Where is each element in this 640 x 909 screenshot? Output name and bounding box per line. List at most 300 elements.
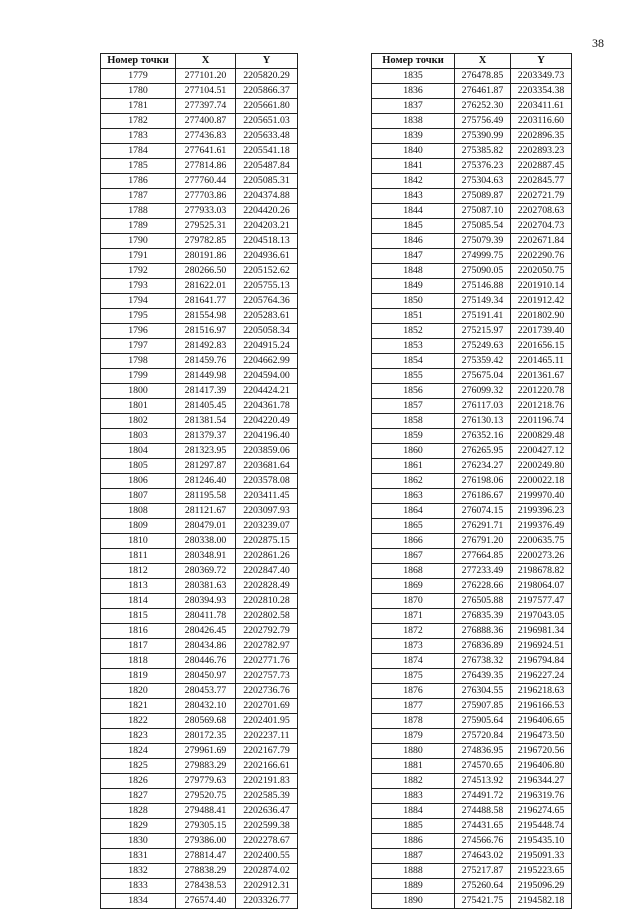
point-number-cell: 1828 — [101, 804, 176, 819]
x-coordinate-cell: 280434.86 — [176, 639, 236, 654]
y-coordinate-cell: 2201220.78 — [511, 384, 572, 399]
table-row — [101, 84, 298, 99]
x-coordinate-cell: 281297.87 — [176, 459, 236, 474]
x-coordinate-cell: 274491.72 — [455, 789, 511, 804]
table-row — [101, 654, 298, 669]
table-row — [101, 444, 298, 459]
y-coordinate-cell: 2198064.07 — [511, 579, 572, 594]
point-number-cell: 1888 — [372, 864, 455, 879]
table-row — [372, 714, 572, 729]
point-number-cell: 1826 — [101, 774, 176, 789]
y-coordinate-cell: 2201361.67 — [511, 369, 572, 384]
point-number-cell: 1838 — [372, 114, 455, 129]
y-coordinate-cell: 2204662.99 — [236, 354, 298, 369]
y-coordinate-cell: 2202704.73 — [511, 219, 572, 234]
x-coordinate-cell: 277641.61 — [176, 144, 236, 159]
table-row — [372, 399, 572, 414]
table-row — [372, 744, 572, 759]
x-coordinate-cell: 279779.63 — [176, 774, 236, 789]
point-number-cell: 1857 — [372, 399, 455, 414]
point-number-cell: 1809 — [101, 519, 176, 534]
point-number-cell: 1860 — [372, 444, 455, 459]
x-coordinate-cell: 275191.41 — [455, 309, 511, 324]
y-coordinate-cell: 2204915.24 — [236, 339, 298, 354]
y-coordinate-cell: 2204374.88 — [236, 189, 298, 204]
point-number-cell: 1835 — [372, 69, 455, 84]
point-number-cell: 1802 — [101, 414, 176, 429]
table-row — [101, 339, 298, 354]
x-coordinate-cell: 275421.75 — [455, 894, 511, 909]
point-number-cell: 1803 — [101, 429, 176, 444]
table-row — [101, 279, 298, 294]
point-number-cell: 1825 — [101, 759, 176, 774]
point-number-cell: 1854 — [372, 354, 455, 369]
table-row — [101, 624, 298, 639]
x-coordinate-cell: 278814.47 — [176, 849, 236, 864]
y-coordinate-cell: 2204424.21 — [236, 384, 298, 399]
table-row — [101, 789, 298, 804]
y-coordinate-cell: 2196406.80 — [511, 759, 572, 774]
y-coordinate-cell: 2202701.69 — [236, 699, 298, 714]
y-coordinate-cell: 2196344.27 — [511, 774, 572, 789]
y-coordinate-cell: 2205866.37 — [236, 84, 298, 99]
y-coordinate-cell: 2196406.65 — [511, 714, 572, 729]
point-number-cell: 1829 — [101, 819, 176, 834]
table-row — [101, 519, 298, 534]
table-row — [101, 384, 298, 399]
x-coordinate-cell: 275089.87 — [455, 189, 511, 204]
y-coordinate-cell: 2199376.49 — [511, 519, 572, 534]
y-coordinate-cell: 2195435.10 — [511, 834, 572, 849]
y-coordinate-cell: 2202810.28 — [236, 594, 298, 609]
table-row — [101, 594, 298, 609]
point-number-cell: 1797 — [101, 339, 176, 354]
x-coordinate-cell: 275079.39 — [455, 234, 511, 249]
table-row — [101, 294, 298, 309]
point-number-cell: 1816 — [101, 624, 176, 639]
point-number-cell: 1807 — [101, 489, 176, 504]
x-coordinate-cell: 274488.58 — [455, 804, 511, 819]
x-coordinate-cell: 275249.63 — [455, 339, 511, 354]
point-number-cell: 1879 — [372, 729, 455, 744]
x-coordinate-cell: 276234.27 — [455, 459, 511, 474]
table-row — [101, 729, 298, 744]
table-row — [372, 444, 572, 459]
table-row — [372, 504, 572, 519]
x-coordinate-cell: 279520.75 — [176, 789, 236, 804]
y-coordinate-cell: 2200427.12 — [511, 444, 572, 459]
x-coordinate-cell: 281622.01 — [176, 279, 236, 294]
point-number-cell: 1877 — [372, 699, 455, 714]
x-coordinate-cell: 279305.15 — [176, 819, 236, 834]
table-row — [101, 174, 298, 189]
x-coordinate-cell: 275087.10 — [455, 204, 511, 219]
table-row — [101, 414, 298, 429]
table-row — [101, 714, 298, 729]
x-coordinate-cell: 279488.41 — [176, 804, 236, 819]
point-number-cell: 1806 — [101, 474, 176, 489]
point-number-cell: 1840 — [372, 144, 455, 159]
table-row — [101, 459, 298, 474]
point-number-cell: 1818 — [101, 654, 176, 669]
table-row — [101, 219, 298, 234]
y-coordinate-cell: 2202912.31 — [236, 879, 298, 894]
y-coordinate-cell: 2202636.47 — [236, 804, 298, 819]
y-coordinate-cell: 2203411.61 — [511, 99, 572, 114]
y-coordinate-cell: 2202757.73 — [236, 669, 298, 684]
point-number-cell: 1890 — [372, 894, 455, 909]
table-row — [372, 564, 572, 579]
y-coordinate-cell: 2196720.56 — [511, 744, 572, 759]
y-coordinate-cell: 2202191.83 — [236, 774, 298, 789]
x-coordinate-cell: 280381.63 — [176, 579, 236, 594]
y-coordinate-cell: 2202290.76 — [511, 249, 572, 264]
point-number-cell: 1847 — [372, 249, 455, 264]
table-row — [372, 414, 572, 429]
x-coordinate-cell: 280479.01 — [176, 519, 236, 534]
x-coordinate-cell: 276228.66 — [455, 579, 511, 594]
x-coordinate-cell: 278838.29 — [176, 864, 236, 879]
point-number-cell: 1796 — [101, 324, 176, 339]
table-row — [101, 354, 298, 369]
point-number-cell: 1792 — [101, 264, 176, 279]
table-row — [101, 759, 298, 774]
y-coordinate-cell: 2196473.50 — [511, 729, 572, 744]
point-number-cell: 1870 — [372, 594, 455, 609]
table-row — [372, 69, 572, 84]
table-row — [372, 534, 572, 549]
table-row — [372, 204, 572, 219]
y-coordinate-cell: 2204936.61 — [236, 249, 298, 264]
point-number-cell: 1783 — [101, 129, 176, 144]
point-number-cell: 1837 — [372, 99, 455, 114]
table-row — [101, 609, 298, 624]
table-row — [101, 684, 298, 699]
x-coordinate-cell: 275304.63 — [455, 174, 511, 189]
point-number-cell: 1791 — [101, 249, 176, 264]
point-number-cell: 1799 — [101, 369, 176, 384]
x-coordinate-cell: 275260.64 — [455, 879, 511, 894]
point-number-cell: 1827 — [101, 789, 176, 804]
y-coordinate-cell: 2203859.06 — [236, 444, 298, 459]
table-row — [372, 624, 572, 639]
x-coordinate-cell: 275215.97 — [455, 324, 511, 339]
point-number-cell: 1785 — [101, 159, 176, 174]
x-coordinate-cell: 281554.98 — [176, 309, 236, 324]
y-coordinate-cell: 2202237.11 — [236, 729, 298, 744]
table-row — [372, 864, 572, 879]
table-body-right — [372, 69, 572, 909]
y-coordinate-cell: 2196924.51 — [511, 639, 572, 654]
table-row — [101, 894, 298, 909]
y-coordinate-cell: 2205152.62 — [236, 264, 298, 279]
table-row — [372, 849, 572, 864]
point-number-cell: 1842 — [372, 174, 455, 189]
table-row — [372, 324, 572, 339]
point-number-cell: 1887 — [372, 849, 455, 864]
page-number: 38 — [592, 36, 604, 50]
point-number-cell: 1782 — [101, 114, 176, 129]
y-coordinate-cell: 2201802.90 — [511, 309, 572, 324]
point-number-cell: 1801 — [101, 399, 176, 414]
y-coordinate-cell: 2196274.65 — [511, 804, 572, 819]
x-coordinate-cell: 277101.20 — [176, 69, 236, 84]
table-row — [372, 354, 572, 369]
table-row — [101, 549, 298, 564]
table-row — [372, 594, 572, 609]
y-coordinate-cell: 2203239.07 — [236, 519, 298, 534]
table-row — [101, 744, 298, 759]
x-coordinate-cell: 275385.82 — [455, 144, 511, 159]
table-row — [372, 894, 572, 909]
y-coordinate-cell: 2205283.61 — [236, 309, 298, 324]
point-number-cell: 1798 — [101, 354, 176, 369]
table-row — [101, 489, 298, 504]
y-coordinate-cell: 2199970.40 — [511, 489, 572, 504]
table-row — [101, 234, 298, 249]
y-coordinate-cell: 2195223.65 — [511, 864, 572, 879]
table-row — [101, 99, 298, 114]
table-row — [372, 789, 572, 804]
point-number-cell: 1810 — [101, 534, 176, 549]
point-number-cell: 1856 — [372, 384, 455, 399]
y-coordinate-cell: 2202671.84 — [511, 234, 572, 249]
y-coordinate-cell: 2202771.76 — [236, 654, 298, 669]
x-coordinate-cell: 276836.89 — [455, 639, 511, 654]
y-coordinate-cell: 2205541.18 — [236, 144, 298, 159]
table-row — [372, 339, 572, 354]
y-coordinate-cell: 2203578.08 — [236, 474, 298, 489]
y-coordinate-cell: 2202875.15 — [236, 534, 298, 549]
x-coordinate-cell: 275217.87 — [455, 864, 511, 879]
y-coordinate-cell: 2202896.35 — [511, 129, 572, 144]
x-coordinate-cell: 274431.65 — [455, 819, 511, 834]
x-coordinate-cell: 276304.55 — [455, 684, 511, 699]
y-coordinate-cell: 2202167.79 — [236, 744, 298, 759]
point-number-cell: 1836 — [372, 84, 455, 99]
table-row — [101, 534, 298, 549]
x-coordinate-cell: 275756.49 — [455, 114, 511, 129]
y-coordinate-cell: 2205820.29 — [236, 69, 298, 84]
table-row — [101, 474, 298, 489]
table-row — [101, 159, 298, 174]
x-coordinate-cell: 277436.83 — [176, 129, 236, 144]
x-coordinate-cell: 275085.54 — [455, 219, 511, 234]
x-coordinate-cell: 276888.36 — [455, 624, 511, 639]
point-number-cell: 1839 — [372, 129, 455, 144]
point-number-cell: 1874 — [372, 654, 455, 669]
y-coordinate-cell: 2205764.36 — [236, 294, 298, 309]
table-row — [372, 819, 572, 834]
x-coordinate-cell: 280446.76 — [176, 654, 236, 669]
table-row — [101, 579, 298, 594]
table-row — [101, 834, 298, 849]
y-coordinate-cell: 2202736.76 — [236, 684, 298, 699]
point-number-cell: 1822 — [101, 714, 176, 729]
x-coordinate-cell: 279386.00 — [176, 834, 236, 849]
y-coordinate-cell: 2200022.18 — [511, 474, 572, 489]
point-number-cell: 1886 — [372, 834, 455, 849]
point-number-cell: 1863 — [372, 489, 455, 504]
y-coordinate-cell: 2202845.77 — [511, 174, 572, 189]
point-number-cell: 1819 — [101, 669, 176, 684]
table-row — [101, 399, 298, 414]
table-row — [372, 234, 572, 249]
table-row — [372, 264, 572, 279]
point-number-cell: 1862 — [372, 474, 455, 489]
y-coordinate-cell: 2203354.38 — [511, 84, 572, 99]
point-number-cell: 1843 — [372, 189, 455, 204]
y-coordinate-cell: 2196981.34 — [511, 624, 572, 639]
x-coordinate-cell: 280266.50 — [176, 264, 236, 279]
y-coordinate-cell: 2202278.67 — [236, 834, 298, 849]
y-coordinate-cell: 2201739.40 — [511, 324, 572, 339]
x-coordinate-cell: 281195.58 — [176, 489, 236, 504]
table-row — [372, 279, 572, 294]
y-coordinate-cell: 2196319.76 — [511, 789, 572, 804]
table-row — [101, 879, 298, 894]
y-coordinate-cell: 2196218.63 — [511, 684, 572, 699]
y-coordinate-cell: 2205487.84 — [236, 159, 298, 174]
y-coordinate-cell: 2205755.13 — [236, 279, 298, 294]
y-coordinate-cell: 2205633.48 — [236, 129, 298, 144]
table-row — [372, 369, 572, 384]
x-coordinate-cell: 281121.67 — [176, 504, 236, 519]
x-coordinate-cell: 274513.92 — [455, 774, 511, 789]
x-coordinate-cell: 276461.87 — [455, 84, 511, 99]
point-number-cell: 1808 — [101, 504, 176, 519]
header-point-number: Номер точки — [372, 54, 455, 69]
point-number-cell: 1882 — [372, 774, 455, 789]
y-coordinate-cell: 2201910.14 — [511, 279, 572, 294]
y-coordinate-cell: 2202887.45 — [511, 159, 572, 174]
table-row — [372, 309, 572, 324]
point-number-cell: 1811 — [101, 549, 176, 564]
y-coordinate-cell: 2204203.21 — [236, 219, 298, 234]
x-coordinate-cell: 279883.29 — [176, 759, 236, 774]
x-coordinate-cell: 277233.49 — [455, 564, 511, 579]
x-coordinate-cell: 281516.97 — [176, 324, 236, 339]
point-number-cell: 1794 — [101, 294, 176, 309]
table-row — [372, 84, 572, 99]
x-coordinate-cell: 277760.44 — [176, 174, 236, 189]
y-coordinate-cell: 2202599.38 — [236, 819, 298, 834]
table-row — [372, 174, 572, 189]
y-coordinate-cell: 2200273.26 — [511, 549, 572, 564]
table-row — [101, 669, 298, 684]
x-coordinate-cell: 278438.53 — [176, 879, 236, 894]
table-row — [101, 564, 298, 579]
x-coordinate-cell: 275905.64 — [455, 714, 511, 729]
y-coordinate-cell: 2202721.79 — [511, 189, 572, 204]
table-row — [372, 804, 572, 819]
point-number-cell: 1861 — [372, 459, 455, 474]
x-coordinate-cell: 277397.74 — [176, 99, 236, 114]
point-number-cell: 1805 — [101, 459, 176, 474]
x-coordinate-cell: 280172.35 — [176, 729, 236, 744]
point-number-cell: 1784 — [101, 144, 176, 159]
x-coordinate-cell: 280394.93 — [176, 594, 236, 609]
y-coordinate-cell: 2202802.58 — [236, 609, 298, 624]
x-coordinate-cell: 280432.10 — [176, 699, 236, 714]
x-coordinate-cell: 274643.02 — [455, 849, 511, 864]
y-coordinate-cell: 2195091.33 — [511, 849, 572, 864]
table-row — [101, 639, 298, 654]
y-coordinate-cell: 2198678.82 — [511, 564, 572, 579]
point-number-cell: 1864 — [372, 504, 455, 519]
point-number-cell: 1868 — [372, 564, 455, 579]
point-number-cell: 1865 — [372, 519, 455, 534]
point-number-cell: 1793 — [101, 279, 176, 294]
table-row — [101, 804, 298, 819]
table-body-left — [101, 69, 298, 909]
y-coordinate-cell: 2204220.49 — [236, 414, 298, 429]
y-coordinate-cell: 2204594.00 — [236, 369, 298, 384]
table-row — [372, 639, 572, 654]
x-coordinate-cell: 279782.85 — [176, 234, 236, 249]
y-coordinate-cell: 2201912.42 — [511, 294, 572, 309]
point-number-cell: 1872 — [372, 624, 455, 639]
x-coordinate-cell: 280369.72 — [176, 564, 236, 579]
table-row — [372, 429, 572, 444]
table-row — [101, 189, 298, 204]
x-coordinate-cell: 276574.40 — [176, 894, 236, 909]
x-coordinate-cell: 276186.67 — [455, 489, 511, 504]
table-row — [101, 504, 298, 519]
x-coordinate-cell: 276099.32 — [455, 384, 511, 399]
point-number-cell: 1878 — [372, 714, 455, 729]
y-coordinate-cell: 2196166.53 — [511, 699, 572, 714]
table-row — [372, 159, 572, 174]
table-row — [372, 774, 572, 789]
point-number-cell: 1823 — [101, 729, 176, 744]
table-row — [372, 189, 572, 204]
x-coordinate-cell: 281246.40 — [176, 474, 236, 489]
table-row — [372, 249, 572, 264]
coordinates-table-left — [100, 53, 298, 909]
table-row — [101, 864, 298, 879]
point-number-cell: 1884 — [372, 804, 455, 819]
table-row — [101, 129, 298, 144]
y-coordinate-cell: 2205058.34 — [236, 324, 298, 339]
x-coordinate-cell: 274836.95 — [455, 744, 511, 759]
table-row — [372, 609, 572, 624]
table-row — [101, 429, 298, 444]
x-coordinate-cell: 280426.45 — [176, 624, 236, 639]
point-number-cell: 1781 — [101, 99, 176, 114]
x-coordinate-cell: 276074.15 — [455, 504, 511, 519]
x-coordinate-cell: 275090.05 — [455, 264, 511, 279]
point-number-cell: 1821 — [101, 699, 176, 714]
y-coordinate-cell: 2202401.95 — [236, 714, 298, 729]
y-coordinate-cell: 2203681.64 — [236, 459, 298, 474]
point-number-cell: 1804 — [101, 444, 176, 459]
y-coordinate-cell: 2197043.05 — [511, 609, 572, 624]
x-coordinate-cell: 275376.23 — [455, 159, 511, 174]
x-coordinate-cell: 277104.51 — [176, 84, 236, 99]
y-coordinate-cell: 2194582.18 — [511, 894, 572, 909]
point-number-cell: 1846 — [372, 234, 455, 249]
point-number-cell: 1824 — [101, 744, 176, 759]
y-coordinate-cell: 2202166.61 — [236, 759, 298, 774]
table-row — [372, 129, 572, 144]
point-number-cell: 1820 — [101, 684, 176, 699]
table-row — [372, 144, 572, 159]
y-coordinate-cell: 2202782.97 — [236, 639, 298, 654]
x-coordinate-cell: 280348.91 — [176, 549, 236, 564]
point-number-cell: 1813 — [101, 579, 176, 594]
x-coordinate-cell: 281459.76 — [176, 354, 236, 369]
